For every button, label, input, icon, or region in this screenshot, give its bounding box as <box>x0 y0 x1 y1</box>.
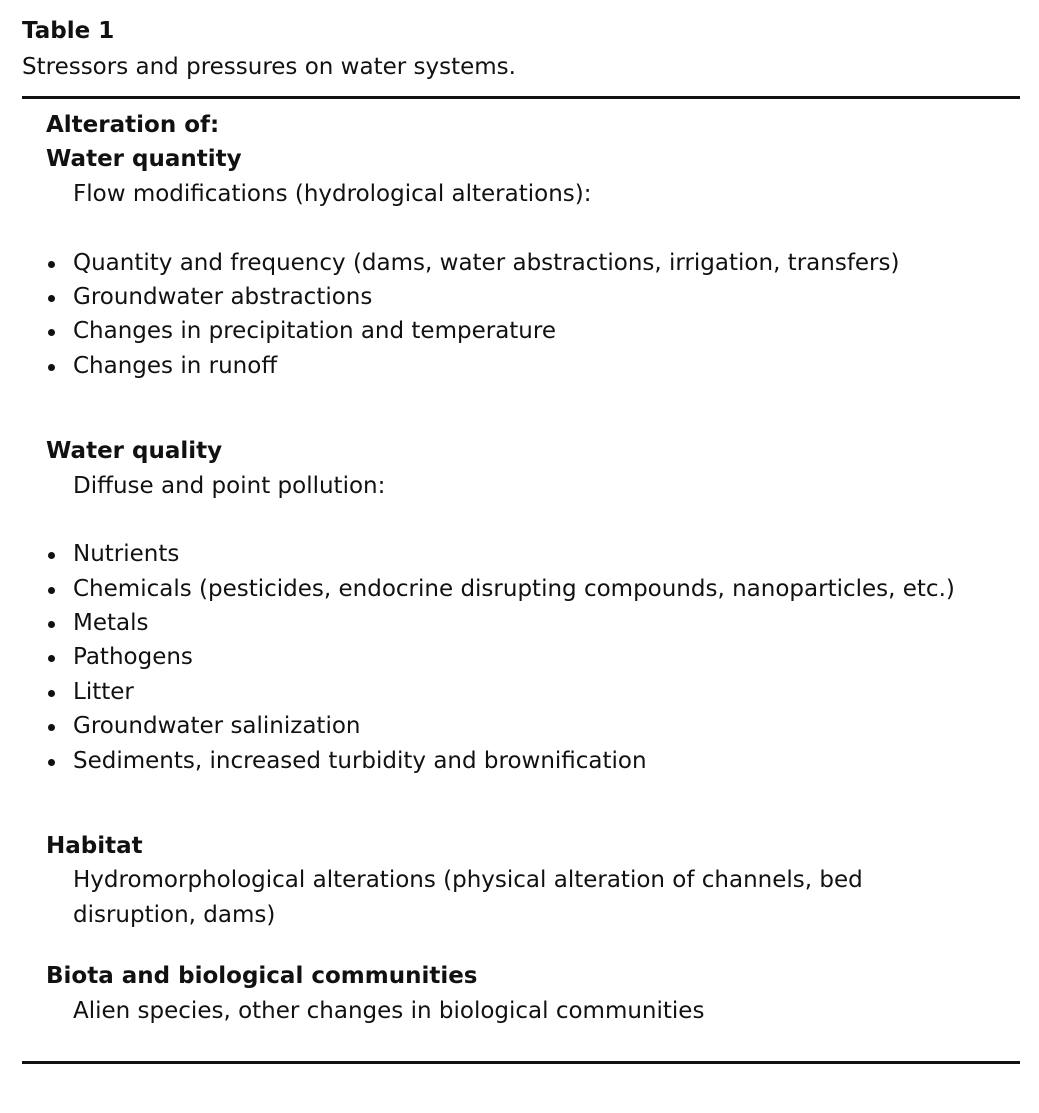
bullet-icon <box>48 690 55 697</box>
section-text-biota: Alien species, other changes in biological communities <box>73 997 705 1024</box>
table-title: Table 1 <box>22 18 115 44</box>
section-title-habitat: Habitat <box>46 833 143 860</box>
bullet-icon <box>48 724 55 731</box>
table-body <box>46 108 1020 1028</box>
section-title-quality: Water quality <box>46 438 223 465</box>
section-intro-quality: Diffuse and point pollution: <box>73 472 386 499</box>
list-item: Chemicals (pesticides, endocrine disrupting compounds, nanoparticles, etc.) <box>46 572 1020 606</box>
list-item: Pathogens <box>46 640 1020 674</box>
bullet-icon <box>48 364 55 371</box>
bullet-icon <box>48 261 55 268</box>
list-item: Changes in runoff <box>46 349 1020 383</box>
quality-list <box>46 537 1020 778</box>
quantity-list <box>46 246 1020 384</box>
list-item: Sediments, increased turbidity and brownification <box>46 744 1020 778</box>
list-item: Metals <box>46 606 1020 640</box>
section-text-habitat-line2: disruption, dams) <box>73 901 276 928</box>
section-title-biota: Biota and biological communities <box>46 963 478 990</box>
section-intro-quantity: Flow modifications (hydrological alterations): <box>73 180 592 207</box>
bottom-rule <box>22 1061 1020 1064</box>
bullet-icon <box>48 655 55 662</box>
list-item: Litter <box>46 675 1020 709</box>
section-text-habitat-line1: Hydromorphological alterations (physical alteration of channels, bed <box>73 867 863 894</box>
section-title-quantity: Water quantity <box>46 146 242 173</box>
bullet-icon <box>48 295 55 302</box>
list-item: Groundwater abstractions <box>46 280 1020 314</box>
list-item: Groundwater salinization <box>46 709 1020 743</box>
list-item: Quantity and frequency (dams, water abstractions, irrigation, transfers) <box>46 246 1020 280</box>
list-item: Nutrients <box>46 537 1020 571</box>
alteration-heading: Alteration of: <box>46 112 220 138</box>
bullet-icon <box>48 621 55 628</box>
bullet-icon <box>48 329 55 336</box>
table-caption: Stressors and pressures on water systems. <box>22 54 516 80</box>
bullet-icon <box>48 759 55 766</box>
top-rule <box>22 96 1020 99</box>
list-item: Changes in precipitation and temperature <box>46 314 1020 348</box>
bullet-icon <box>48 587 55 594</box>
bullet-icon <box>48 552 55 559</box>
